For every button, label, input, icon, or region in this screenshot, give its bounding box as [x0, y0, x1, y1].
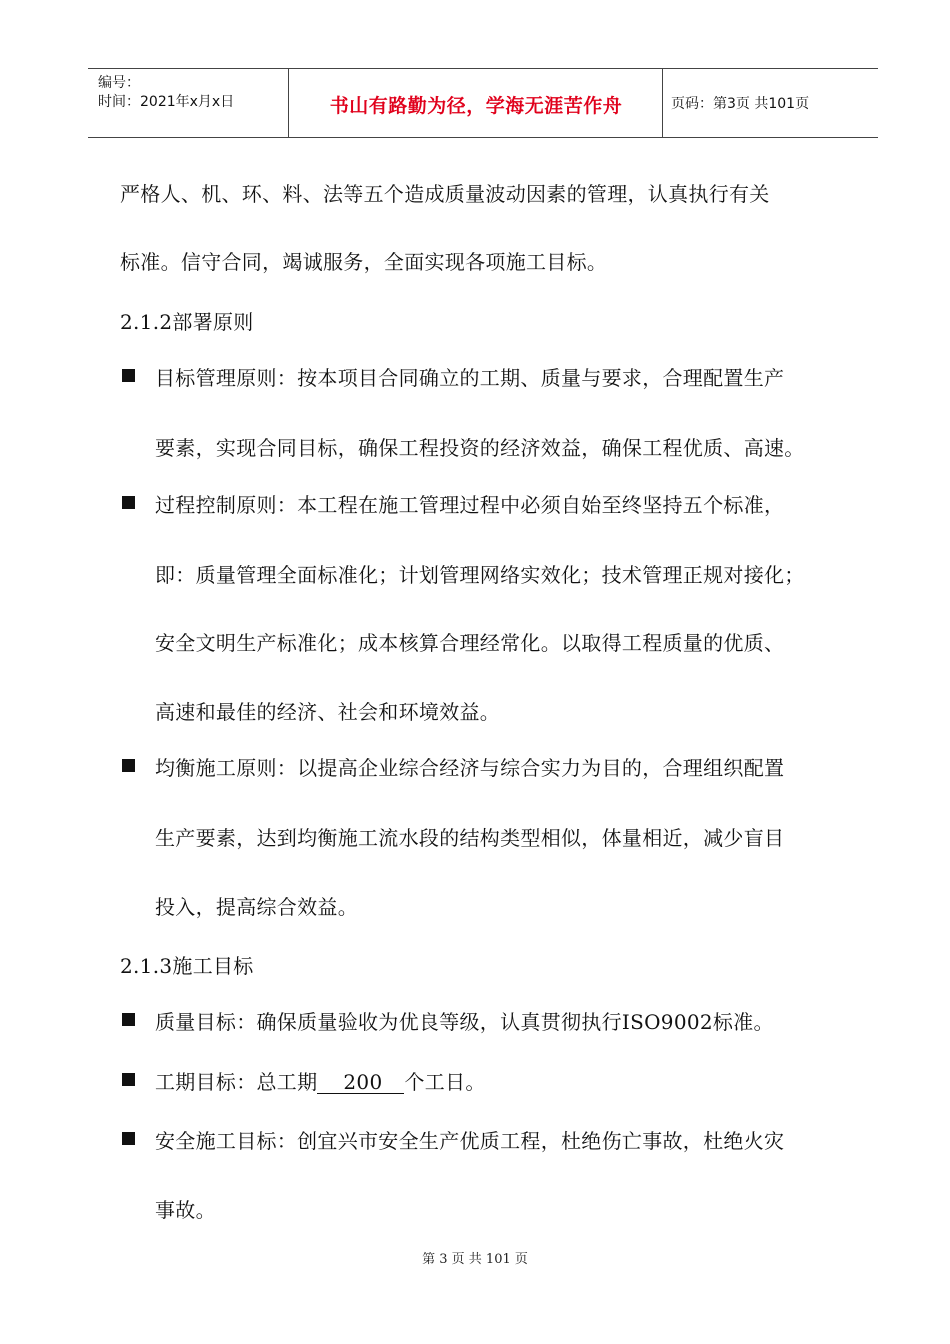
paragraph-line: 标准。信守合同，竭诚服务，全面实现各项施工目标。 [120, 250, 608, 274]
list-item: 均衡施工原则：以提高企业综合经济与综合实力为目的，合理组织配置 [155, 756, 785, 780]
code-label: 编号： [98, 75, 140, 91]
list-item-continuation: 安全文明生产标准化；成本核算合理经常化。以取得工程质量的优质、 [155, 631, 785, 655]
duration-value: 200 [317, 1071, 404, 1094]
section-heading: 2.1.3施工目标 [120, 954, 254, 978]
section-heading: 2.1.2部署原则 [120, 310, 254, 334]
bullet-square-icon [122, 496, 135, 509]
list-item-continuation: 高速和最佳的经济、社会和环境效益。 [155, 700, 501, 724]
list-item-continuation: 即：质量管理全面标准化；计划管理网络实效化；技术管理正规对接化； [155, 563, 805, 587]
motto: 书山有路勤为径，学海无涯苦作舟 [329, 95, 623, 117]
list-item-continuation: 事故。 [155, 1198, 216, 1222]
bullet-square-icon [122, 1073, 135, 1086]
list-item: 质量目标：确保质量验收为优良等级，认真贯彻执行ISO9002标准。 [155, 1010, 774, 1034]
header-divider [288, 69, 289, 137]
duration-unit: 个工日。 [404, 1070, 486, 1094]
page-header [88, 68, 878, 138]
list-item-continuation: 要素，实现合同目标，确保工程投资的经济效益，确保工程优质、高速。 [155, 436, 805, 460]
bullet-square-icon [122, 1013, 135, 1026]
list-item: 过程控制原则：本工程在施工管理过程中必须自始至终坚持五个标准， [155, 493, 785, 517]
list-item-continuation: 生产要素，达到均衡施工流水段的结构类型相似，体量相近，减少盲目 [155, 826, 785, 850]
bullet-square-icon [122, 759, 135, 772]
list-item-continuation: 投入，提高综合效益。 [155, 895, 358, 919]
list-item: 目标管理原则：按本项目合同确立的工期、质量与要求，合理配置生产 [155, 366, 785, 390]
list-item: 安全施工目标：创宜兴市安全生产优质工程，杜绝伤亡事故，杜绝火灾 [155, 1129, 785, 1153]
duration-label: 工期目标：总工期 [155, 1070, 318, 1094]
page-footer: 第 3 页 共 101 页 [422, 1252, 528, 1267]
bullet-square-icon [122, 369, 135, 382]
page-info: 页码：第3页 共101页 [671, 96, 810, 112]
list-item [155, 1066, 486, 1095]
time-label: 时间：2021年x月x日 [98, 94, 235, 110]
bullet-square-icon [122, 1132, 135, 1145]
paragraph-line: 严格人、机、环、料、法等五个造成质量波动因素的管理，认真执行有关 [120, 182, 770, 206]
header-divider [662, 69, 663, 137]
